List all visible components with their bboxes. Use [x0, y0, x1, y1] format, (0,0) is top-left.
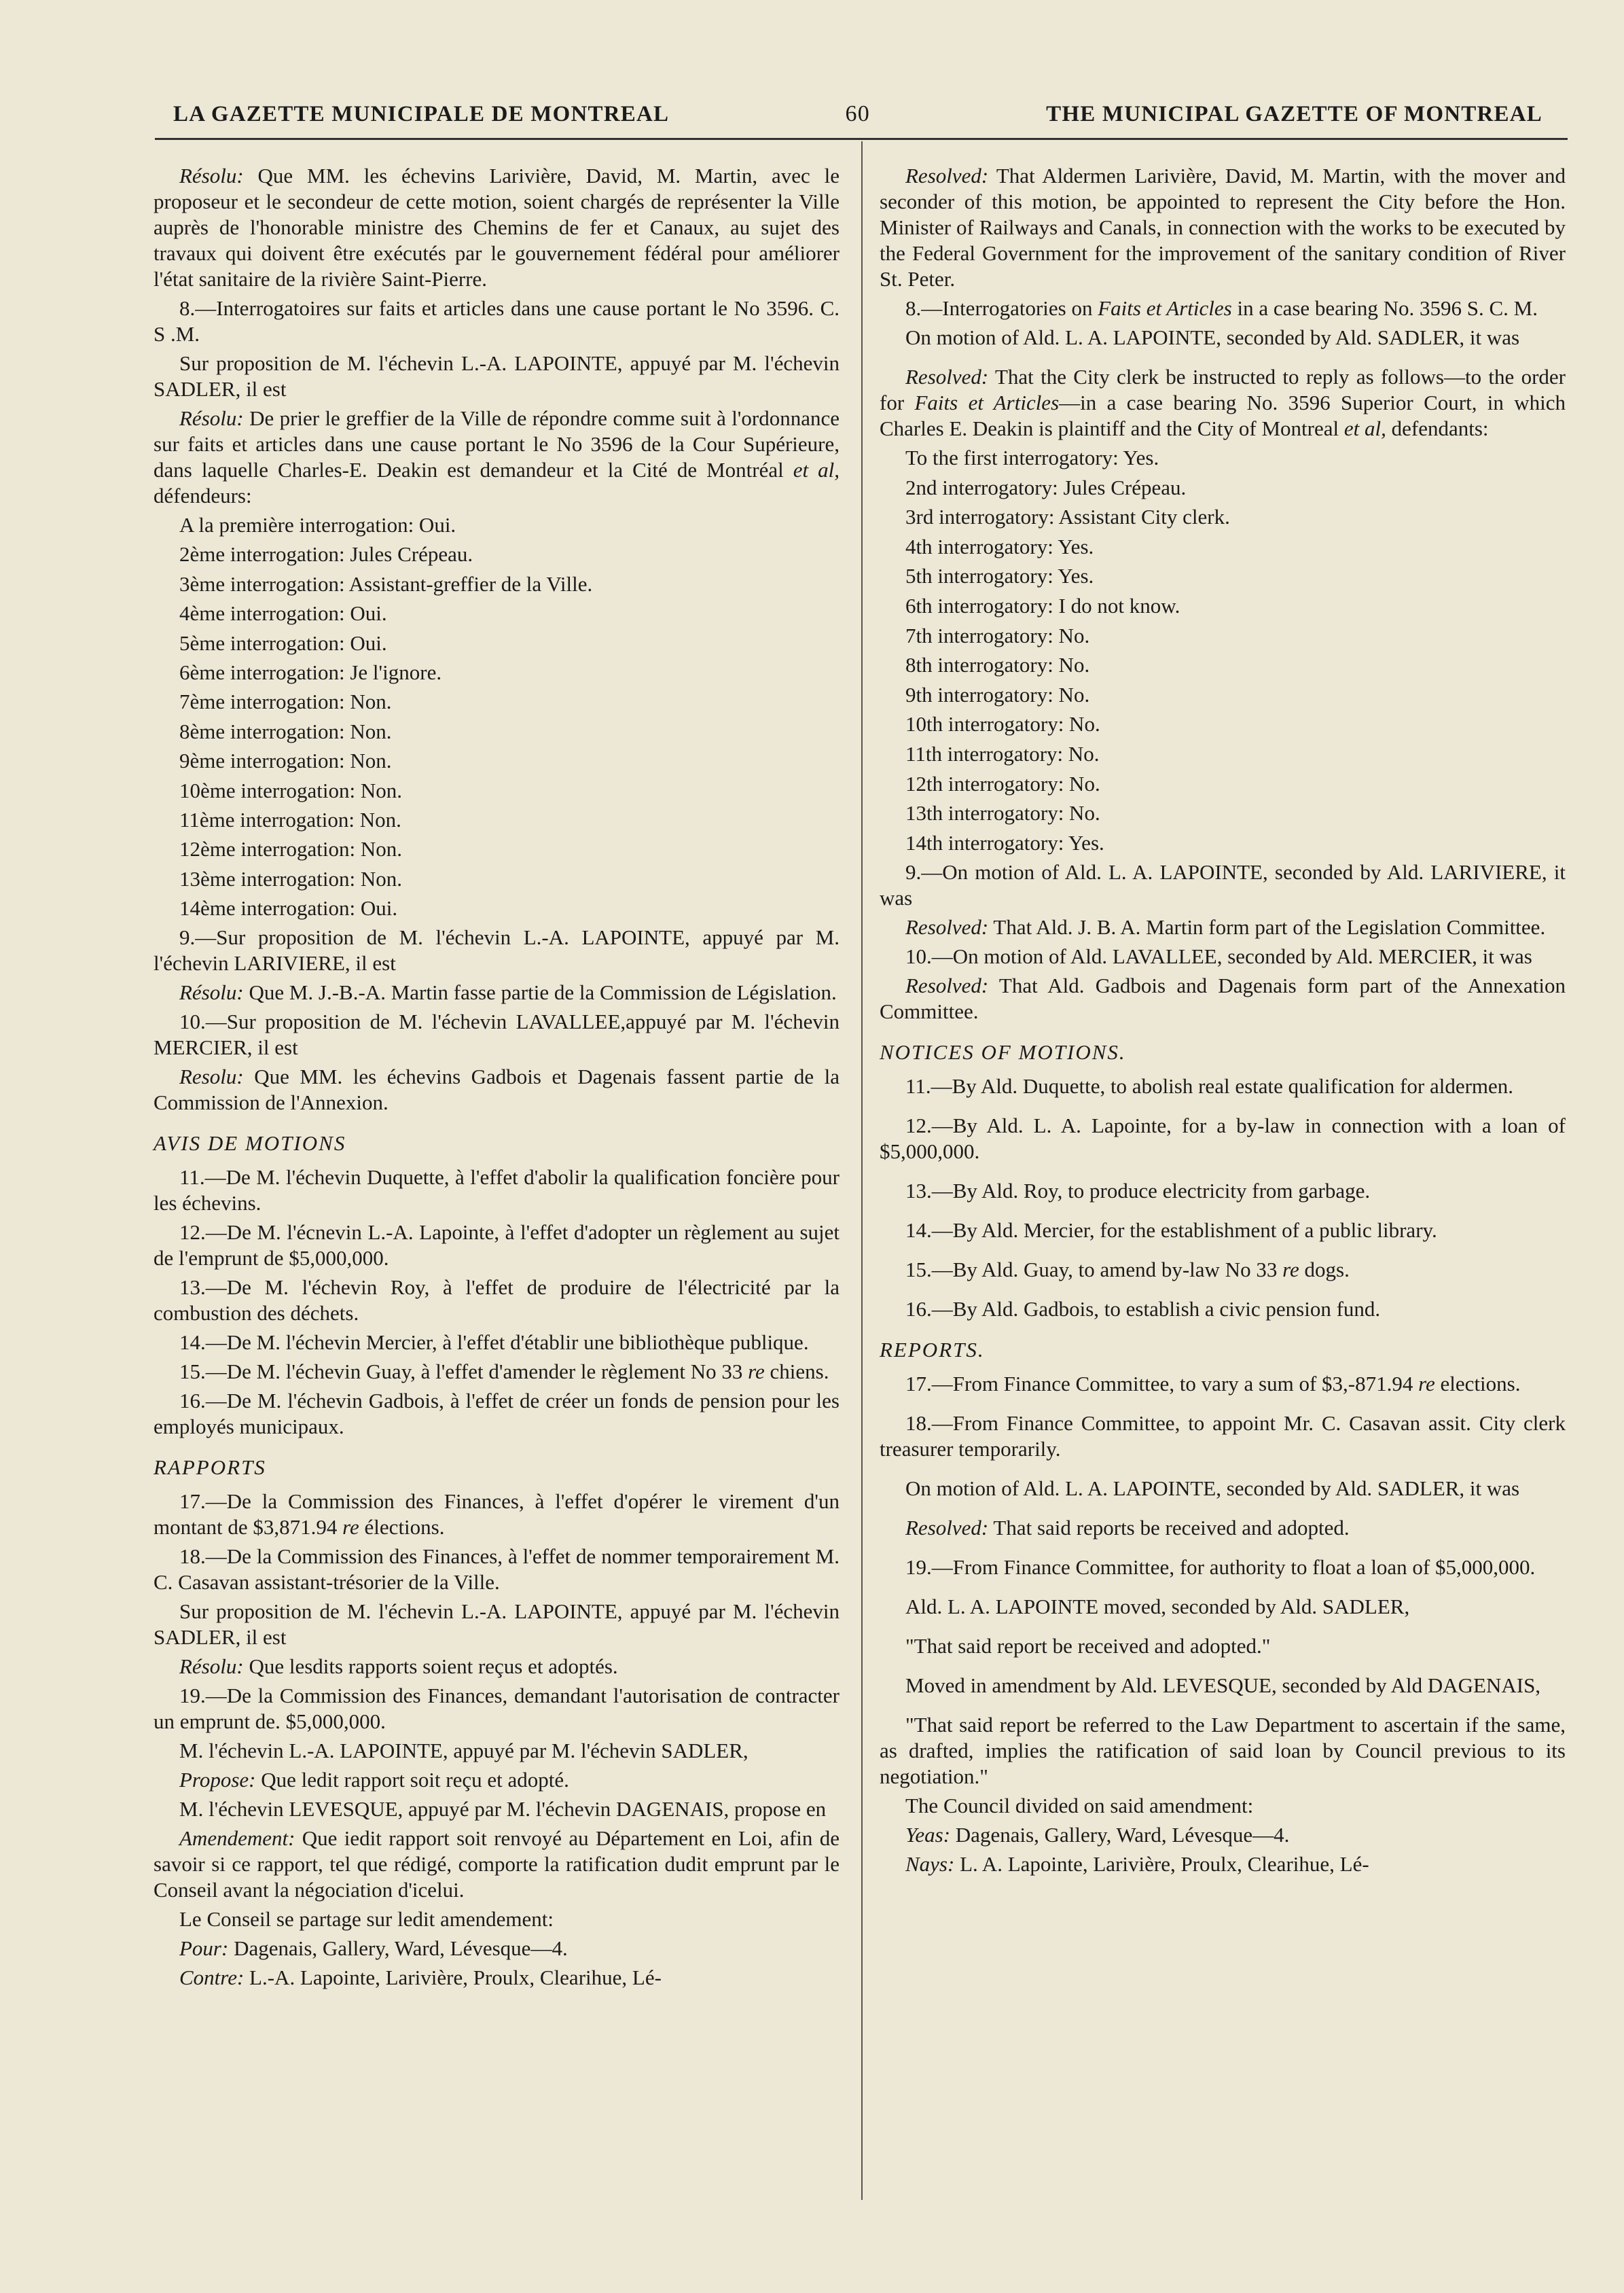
vote-line: Yeas: Dagenais, Gallery, Ward, Lévesque—4.: [905, 1823, 1290, 1847]
list-item: 13th interrogatory: No.: [905, 801, 1100, 825]
page-header: [173, 94, 1542, 135]
motion-item: 11.—By Ald. Duquette, to abolish real estate qualification for aldermen.: [905, 1074, 1514, 1099]
paragraph: Résolu: Que MM. les échevins Larivière, David, M. Martin, avec le proposeur et le secondeur de cette motion, soient chargés de représenter la Ville auprès de l'honorable ministre des Chemins de fer et Canaux, au sujet des travaux qui doivent être exécutés par le gouvernement fédéral pour améliorer l'état sanitaire de la rivière Saint-Pierre.: [154, 164, 840, 291]
list-item: 5ème interrogation: Oui.: [179, 630, 387, 655]
list-item: 6th interrogatory: I do not know.: [905, 593, 1180, 618]
vote-line: Nays: L. A. Lapointe, Larivière, Proulx, Clearihue, Lé-: [905, 1852, 1369, 1877]
vote-line: Contre: L.-A. Lapointe, Larivière, Proulx, Clearihue, Lé-: [179, 1966, 662, 1990]
list-item: 11ème interrogation: Non.: [179, 807, 401, 832]
section-heading: REPORTS.: [880, 1338, 985, 1362]
list-item: 6ème interrogation: Je l'ignore.: [179, 660, 442, 684]
paragraph: Resolved: That Aldermen Larivière, David, M. Martin, with the mover and seconder of this motion, be appointed to represent the City before the Hon. Minister of Railways and Canals, in connection with the works to be executed by the Federal Government for the improvement of the sanitary condition of River St. Peter.: [880, 164, 1566, 291]
list-item: 4ème interrogation: Oui.: [179, 601, 387, 626]
motion-item: 16.—De M. l'échevin Gadbois, à l'effet de créer un fonds de pension pour les employés municipaux.: [154, 1389, 840, 1439]
header-left-title: LA GAZETTE MUNICIPALE DE MONTREAL: [173, 101, 670, 126]
column-divider: [861, 141, 863, 2200]
paragraph: 10.—On motion of Ald. LAVALLEE, seconded by Ald. MERCIER, it was: [905, 944, 1532, 969]
paragraph: Resolu: Que MM. les échevins Gadbois et Dagenais fassent partie de la Commission de l'Annexion.: [154, 1065, 840, 1115]
paragraph: Resolved: That the City clerk be instructed to reply as follows—to the order for Faits et Articles—in a case bearing No. 3596 Superior Court, in which Charles E. Deakin is plaintiff and the City of Montreal et al, defendants:: [880, 365, 1566, 440]
paragraph: 9.—On motion of Ald. L. A. LAPOINTE, seconded by Ald. LARIVIERE, it was: [880, 860, 1566, 910]
motion-item: 11.—De M. l'échevin Duquette, à l'effet d'abolir la qualification foncière pour les échevins.: [154, 1165, 840, 1215]
paragraph: The Council divided on said amendment:: [905, 1794, 1254, 1818]
paragraph: M. l'échevin L.-A. LAPOINTE, appuyé par M. l'échevin SADLER,: [179, 1739, 748, 1763]
list-item: 5th interrogatory: Yes.: [905, 564, 1094, 588]
list-item: 12th interrogatory: No.: [905, 771, 1100, 796]
motion-item: 14.—De M. l'échevin Mercier, à l'effet d'établir une bibliothèque publique.: [179, 1330, 809, 1355]
list-item: 10th interrogatory: No.: [905, 712, 1100, 736]
list-item: 2ème interrogation: Jules Crépeau.: [179, 542, 473, 567]
motion-item: 16.—By Ald. Gadbois, to establish a civic pension fund.: [905, 1297, 1381, 1321]
list-item: 9th interrogatory: No.: [905, 682, 1090, 707]
motion-item: 15.—De M. l'échevin Guay, à l'effet d'amender le règlement No 33 re chiens.: [179, 1359, 829, 1384]
motion-item: 12.—De M. l'écnevin L.-A. Lapointe, à l'effet d'adopter un règlement au sujet de l'emprunt de $5,000,000.: [154, 1220, 840, 1270]
paragraph: Ald. L. A. LAPOINTE moved, seconded by Ald. SADLER,: [905, 1595, 1410, 1619]
paragraph: 8.—Interrogatoires sur faits et articles dans une cause portant le No 3596. C. S .M.: [154, 296, 840, 346]
list-item: 14th interrogatory: Yes.: [905, 830, 1104, 855]
section-heading: RAPPORTS: [154, 1455, 266, 1480]
report-item: 18.—From Finance Committee, to appoint Mr. C. Casavan assit. City clerk treasurer temporarily.: [880, 1411, 1566, 1461]
paragraph: "That said report be referred to the Law Department to ascertain if the same, as drafted, implies the ratification of said loan by Council previous to its negotiation.": [880, 1713, 1566, 1789]
paragraph: Le Conseil se partage sur ledit amendement:: [179, 1907, 554, 1932]
paragraph: 8.—Interrogatories on Faits et Articles in a case bearing No. 3596 S. C. M.: [905, 296, 1538, 320]
paragraph: Résolu: De prier le greffier de la Ville de répondre comme suit à l'ordonnance sur faits et articles dans une cause portant le No 3596 de la Cour Supérieure, dans laquelle Charles-E. Deakin est demandeur et la Cité de Montréal et al, défendeurs:: [154, 406, 840, 508]
list-item: A la première interrogation: Oui.: [179, 513, 456, 537]
list-item: 13ème interrogation: Non.: [179, 866, 402, 891]
list-item: 8th interrogatory: No.: [905, 653, 1090, 677]
motion-item: 15.—By Ald. Guay, to amend by-law No 33 re dogs.: [905, 1258, 1350, 1282]
page-number: 60: [845, 101, 870, 126]
list-item: 7ème interrogation: Non.: [179, 690, 392, 714]
interrogation-list: [154, 512, 840, 921]
section-heading: AVIS DE MOTIONS: [154, 1131, 346, 1156]
paragraph: M. l'échevin LEVESQUE, appuyé par M. l'échevin DAGENAIS, propose en: [179, 1797, 827, 1821]
list-item: 7th interrogatory: No.: [905, 623, 1090, 647]
english-column: [880, 163, 1566, 1881]
header-rule: [155, 138, 1568, 140]
list-item: 11th interrogatory: No.: [905, 741, 1100, 766]
paragraph: Resolved: That said reports be received and adopted.: [905, 1516, 1350, 1540]
list-item: 3ème interrogation: Assistant-greffier de la Ville.: [179, 571, 593, 596]
report-item: 18.—De la Commission des Finances, à l'effet de nommer temporairement M. C. Casavan assistant-trésorier de la Ville.: [154, 1544, 840, 1595]
list-item: 2nd interrogatory: Jules Crépeau.: [905, 475, 1187, 499]
list-item: 14ème interrogation: Oui.: [179, 896, 398, 921]
list-item: 10ème interrogation: Non.: [179, 778, 402, 802]
paragraph: Resolved: That Ald. Gadbois and Dagenais form part of the Annexation Committee.: [880, 974, 1566, 1024]
paragraph: Sur proposition de M. l'échevin L.-A. LAPOINTE, appuyé par M. l'échevin SADLER, il est: [154, 351, 840, 401]
interrogatory-list: [880, 445, 1566, 856]
paragraph: On motion of Ald. L. A. LAPOINTE, seconded by Ald. SADLER, it was: [905, 325, 1520, 349]
list-item: To the first interrogatory: Yes.: [905, 446, 1159, 469]
french-column: [154, 163, 840, 1994]
motion-item: 14.—By Ald. Mercier, for the establishment of a public library.: [905, 1218, 1437, 1243]
paragraph: Amendement: Que iedit rapport soit renvoyé au Département en Loi, afin de savoir si ce rapport, tel que rédigé, comporte la ratification dudit emprunt par le Conseil avant la négociation d'icelui.: [154, 1826, 840, 1902]
paragraph: 10.—Sur proposition de M. l'échevin LAVALLEE,appuyé par M. l'échevin MERCIER, il est: [154, 1010, 840, 1060]
report-item: 19.—From Finance Committee, for authority to float a loan of $5,000,000.: [905, 1555, 1536, 1580]
motion-item: 13.—De M. l'échevin Roy, à l'effet de produire de l'électricité par la combustion des déchets.: [154, 1275, 840, 1326]
list-item: 9ème interrogation: Non.: [179, 749, 392, 773]
paragraph: 9.—Sur proposition de M. l'échevin L.-A. LAPOINTE, appuyé par M. l'échevin LARIVIERE, il est: [154, 925, 840, 976]
paragraph: Moved in amendment by Ald. LEVESQUE, seconded by Ald DAGENAIS,: [905, 1673, 1541, 1698]
paragraph: On motion of Ald. L. A. LAPOINTE, seconded by Ald. SADLER, it was: [905, 1476, 1520, 1501]
paragraph: Propose: Que ledit rapport soit reçu et adopté.: [179, 1768, 569, 1792]
list-item: 8ème interrogation: Non.: [179, 719, 392, 743]
list-item: 12ème interrogation: Non.: [179, 837, 402, 861]
motion-item: 12.—By Ald. L. A. Lapointe, for a by-law in connection with a loan of $5,000,000.: [880, 1114, 1566, 1164]
paragraph: "That said report be received and adopted.": [905, 1634, 1271, 1658]
section-heading: NOTICES OF MOTIONS.: [880, 1040, 1126, 1065]
list-item: 3rd interrogatory: Assistant City clerk.: [905, 505, 1230, 529]
report-item: 19.—De la Commission des Finances, demandant l'autorisation de contracter un emprunt de. $5,000,000.: [154, 1684, 840, 1734]
report-item: 17.—De la Commission des Finances, à l'effet d'opérer le virement d'un montant de $3,871.94 re élections.: [154, 1489, 840, 1540]
paragraph: Résolu: Que M. J.-B.-A. Martin fasse partie de la Commission de Législation.: [179, 980, 837, 1005]
vote-line: Pour: Dagenais, Gallery, Ward, Lévesque—4.: [179, 1936, 568, 1961]
motion-item: 13.—By Ald. Roy, to produce electricity from garbage.: [905, 1179, 1371, 1203]
list-item: 4th interrogatory: Yes.: [905, 534, 1094, 558]
report-item: 17.—From Finance Committee, to vary a sum of $3,-871.94 re elections.: [905, 1372, 1521, 1396]
paragraph: Résolu: Que lesdits rapports soient reçus et adoptés.: [179, 1654, 618, 1679]
paragraph: Resolved: That Ald. J. B. A. Martin form part of the Legislation Committee.: [905, 915, 1546, 940]
header-right-title: THE MUNICIPAL GAZETTE OF MONTREAL: [1046, 101, 1542, 126]
paragraph: Sur proposition de M. l'échevin L.-A. LAPOINTE, appuyé par M. l'échevin SADLER, il est: [154, 1599, 840, 1650]
